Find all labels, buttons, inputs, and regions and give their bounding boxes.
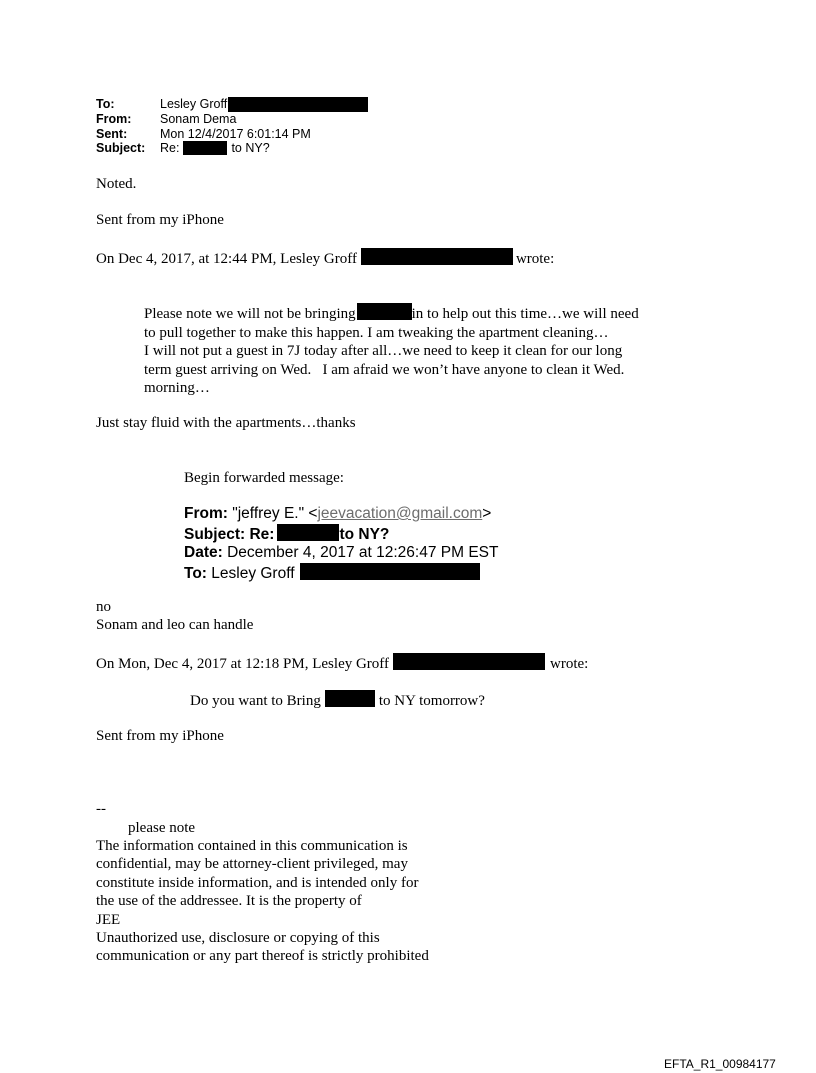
header-to-row	[96, 97, 368, 112]
quoted-line-prefix: Please note we will not be bringing	[144, 306, 356, 322]
from-label: From:	[96, 112, 132, 126]
fwd-from-label: From:	[184, 505, 228, 522]
fwd-to-row	[184, 563, 498, 584]
quote-intro-2	[96, 653, 588, 673]
disclaimer-dashes: --	[96, 801, 106, 817]
quote-intro2-prefix: On Mon, Dec 4, 2017 at 12:18 PM, Lesley Groff	[96, 656, 390, 672]
fwd-subject-row	[184, 524, 498, 545]
fwd-to-value: Lesley Groff	[211, 564, 295, 582]
question-line	[190, 690, 485, 710]
redaction-block	[300, 563, 480, 580]
sent-label: Sent:	[96, 126, 128, 141]
subject-label: Subject:	[96, 141, 146, 155]
header-sent-row	[96, 127, 368, 142]
quoted-line: term guest arriving on Wed. I am afraid we won’t have anyone to clean it Wed.	[144, 361, 625, 378]
disclaimer-line: constitute inside information, and is intended only for	[96, 874, 419, 891]
to-value: Lesley Groff	[160, 97, 228, 111]
fwd-date-label: Date:	[184, 544, 223, 561]
reply2-line2: Sonam and leo can handle	[96, 617, 254, 633]
fwd-date-value: December 4, 2017 at 12:26:47 PM EST	[227, 544, 499, 561]
reply-text: Noted.	[96, 176, 137, 192]
disclaimer-line: confidential, may be attorney-client privileged, may	[96, 856, 408, 873]
redaction-block	[277, 524, 339, 541]
signature-text: Sent from my iPhone	[96, 212, 224, 228]
question-suffix: to NY tomorrow?	[378, 693, 485, 709]
redaction-block	[357, 303, 412, 320]
quoted-line: I will not put a guest in 7J today after all…we need to keep it clean for our long	[144, 343, 623, 359]
disclaimer-line: JEE	[96, 911, 121, 928]
subject-prefix: Re:	[160, 141, 180, 155]
from-value: Sonam Dema	[160, 112, 237, 126]
disclaimer-block	[96, 837, 429, 966]
quote-intro-prefix: On Dec 4, 2017, at 12:44 PM, Lesley Groff	[96, 251, 357, 267]
disclaimer-line: The information contained in this communication is	[96, 838, 408, 854]
disclaimer-line: communication or any part thereof is strictly prohibited	[96, 948, 429, 965]
signature-text-2: Sent from my iPhone	[96, 728, 224, 744]
stay-fluid-text: Just stay fluid with the apartments…thanks	[96, 415, 356, 431]
reply2-line1: no	[96, 599, 111, 615]
fwd-from-row	[184, 505, 498, 524]
quote-intro2-suffix: wrote:	[550, 656, 589, 672]
quoted-line: to pull together to make this happen. I am tweaking the apartment cleaning…	[144, 324, 609, 341]
quote-intro-suffix: wrote:	[515, 251, 555, 267]
document-id: EFTA_R1_00984177	[664, 1057, 776, 1071]
to-label: To:	[96, 97, 115, 111]
fwd-date-row	[184, 544, 498, 563]
forwarded-header	[184, 505, 498, 583]
quote-intro-1	[96, 248, 554, 268]
quoted-line	[144, 303, 704, 324]
fwd-subject-label: Subject: Re:	[184, 525, 275, 543]
quoted-line: morning…	[144, 380, 210, 396]
fwd-from-prefix: "jeffrey E." <	[232, 505, 318, 522]
quoted-message-1	[144, 303, 704, 398]
fwd-from-email-link[interactable]: jeevacation@gmail.com	[317, 505, 483, 522]
header-from-row	[96, 112, 368, 127]
fwd-to-label: To:	[184, 564, 207, 582]
sent-value: Mon 12/4/2017 6:01:14 PM	[160, 126, 311, 141]
quoted-line-suffix: in to help out this time…we will need	[411, 306, 639, 322]
subject-suffix: to NY?	[231, 141, 270, 155]
redaction-block	[228, 97, 368, 112]
redaction-block	[183, 141, 227, 155]
header-subject-row	[96, 141, 368, 156]
disclaimer-line: the use of the addressee. It is the property of	[96, 893, 362, 910]
fwd-from-suffix: >	[482, 505, 492, 522]
redaction-block	[325, 690, 375, 707]
redaction-block	[393, 653, 545, 670]
begin-forwarded-text: Begin forwarded message:	[184, 470, 344, 486]
redaction-block	[361, 248, 513, 265]
disclaimer-note: please note	[128, 820, 196, 836]
disclaimer-line: Unauthorized use, disclosure or copying of this	[96, 930, 380, 947]
fwd-subject-suffix: to NY?	[339, 525, 390, 543]
question-prefix: Do you want to Bring	[190, 693, 321, 709]
email-header	[96, 97, 368, 156]
